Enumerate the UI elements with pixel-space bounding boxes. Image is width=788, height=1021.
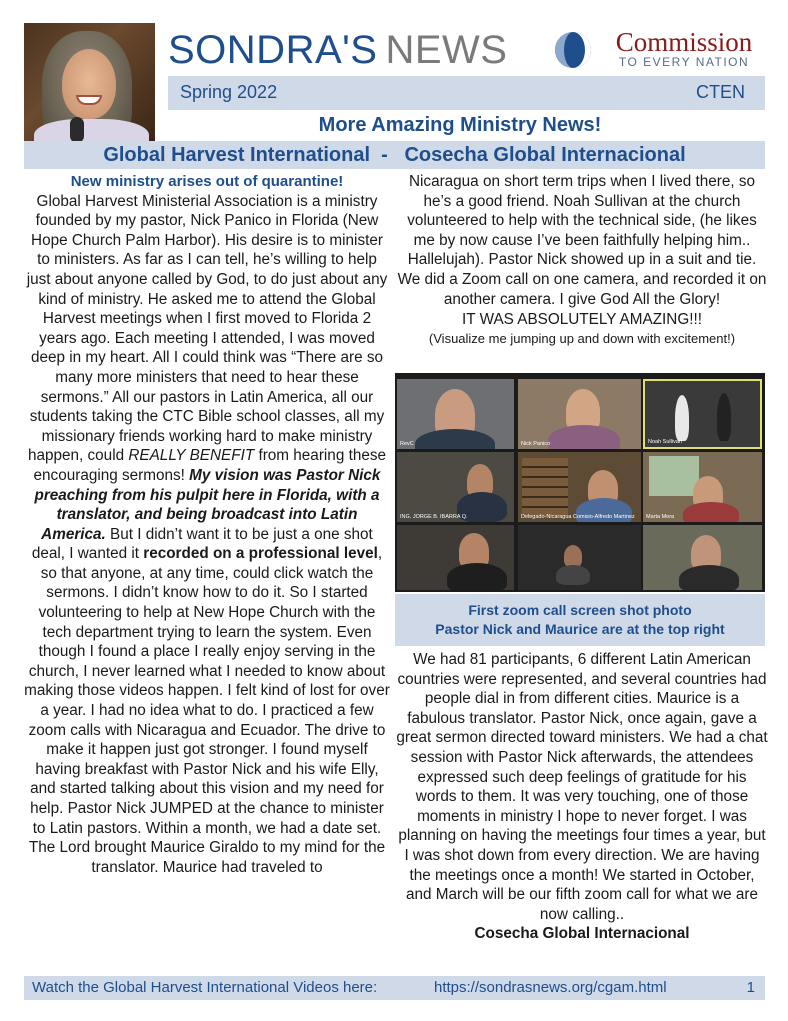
photo-caption — [395, 594, 765, 646]
closing-title: Cosecha Global Internacional — [474, 925, 690, 943]
zoom-tile: Nick Panico — [518, 379, 641, 449]
subheading: More Amazing Ministry News! — [318, 114, 602, 136]
article-continued: Nicaragua on short term trips when I lived there, so he’s a good friend. Noah Sullivan at the church volunteered to help with the technical side, (he likes me by now cause I’ve been faithfully helping him.. Hallelujah). Pastor Nick showed up in a suit and tie. We did a Zoom call on one camera, and recorded it on another camera. I give God All the Glory! — [397, 173, 767, 308]
zoom-tile — [518, 525, 641, 590]
caption-line-1: First zoom call screen shot photo — [468, 602, 692, 618]
results-paragraph: We had 81 participants, 6 different Latin American countries were represented, and several countries had people dial in from different cities. Maurice is a fabulous translator. Pastor Nick, once again, gave a great sermon directed toward ministers. We had a chat session with Pastor Nick afterwards, the attendees expressed such deep feelings of gratitude for his words to them. It was very touching, one of those moments in ministry I hope to never forget. I was planning on having the meetings four times a year, but I was shot down from every direction. We are having the meetings once a month! We started in October, and March will be our fifth zoom call for what we are now calling.. — [396, 651, 768, 923]
visualize-line: (Visualize me jumping up and down with excitement!) — [428, 330, 736, 346]
zoom-tile: Marta Mora — [643, 452, 762, 522]
left-column — [24, 172, 390, 877]
amazing-line: IT WAS ABSOLUTELY AMAZING!!! — [462, 311, 702, 329]
right-column-bottom — [396, 650, 768, 944]
footer-bar — [24, 976, 765, 1000]
issue-bar — [168, 76, 765, 110]
title-sondras: SONDRA'S — [168, 28, 378, 72]
title-news: NEWS — [385, 28, 508, 72]
section-title-bar — [24, 141, 765, 169]
zoom-tile: Noah Sullivan — [643, 379, 762, 449]
caption-line-2: Pastor Nick and Maurice are at the top right — [435, 621, 725, 637]
footer-video-link[interactable]: https://sondrasnews.org/cgam.html — [434, 979, 667, 996]
globe-logo-icon — [553, 30, 593, 70]
zoom-tile — [397, 525, 514, 590]
newsletter-title — [168, 24, 507, 76]
org-code: CTEN — [696, 82, 745, 102]
zoom-tile: Delegado-Nicaragua Comisio-Alfredo Martinez — [518, 452, 641, 522]
article-body: Global Harvest Ministerial Association is a ministry founded by my pastor, Nick Panico in Florida (New Hope Church Palm Harbor). His desire is to minister to ministers. As far as I can tell, he’s willing to help just about anyone called by God, to do just about any kind of ministry. He asked me to attend the Global Harvest meetings when I first moved to Florida 2 years ago. Each meeting I attended, I was moved deep in my heart. All I could think was “There are so many more ministers that need to hear these sermons.” All our pastors in Latin America, all our students taking the CTC Bible school classes, all my missionary friends working hard to make ministry happen, could REALLY BENEFIT from hearing these encouraging sermons! My vision was Pastor Nick preaching from his pulpit here in Florida, with a translator, and being broadcast into Latin America. But I didn’t want it to be just a one shot deal, I wanted it recorded on a professional level, so that anyone, at any time, could click watch the sermons. I didn’t know how to do it. So I started volunteering to help at New Hope Church with the tech department trying to learn the system. Even though I found a place I really enjoy serving in the church, I never learned what I needed to know about making those videos happen. I felt kind of lost for over a year. I had no idea what to do. I practiced a few zoom calls with Nicaragua and Ecuador. The drive to make it happen just got stronger. I found myself having breakfast with Pastor Nick and his wife Elly, and started talking about this vision and my need for help. Pastor Nick JUMPED at the chance to minister to Latin pastors. Within a month, we had a date set. The Lord brought Maurice Giraldo to my mind for the translator. Maurice had traveled to — [24, 192, 390, 876]
author-photo — [24, 23, 155, 141]
page-number: 1 — [746, 979, 755, 996]
vision-statement: My vision was Pastor Nick preaching from his pulpit here in Florida, with a translator, and being broadcast into Latin America. — [34, 466, 381, 543]
zoom-screenshot — [395, 373, 765, 592]
commission-logo — [604, 28, 764, 69]
right-column-top — [396, 172, 768, 348]
section-title: Global Harvest International - Cosecha Global Internacional — [103, 144, 686, 166]
logo-tagline: TO EVERY NATION — [618, 55, 750, 69]
footer-watch-text: Watch the Global Harvest International Videos here: — [32, 979, 378, 996]
article-heading: New ministry arises out of quarantine! — [70, 173, 344, 190]
logo-commission: Commission — [615, 27, 753, 57]
issue-season: Spring 2022 — [180, 82, 278, 102]
zoom-tile — [643, 525, 762, 590]
zoom-tile: RevC — [397, 379, 514, 449]
zoom-tile: ING. JORGE B. IBARRA Q. — [397, 452, 514, 522]
